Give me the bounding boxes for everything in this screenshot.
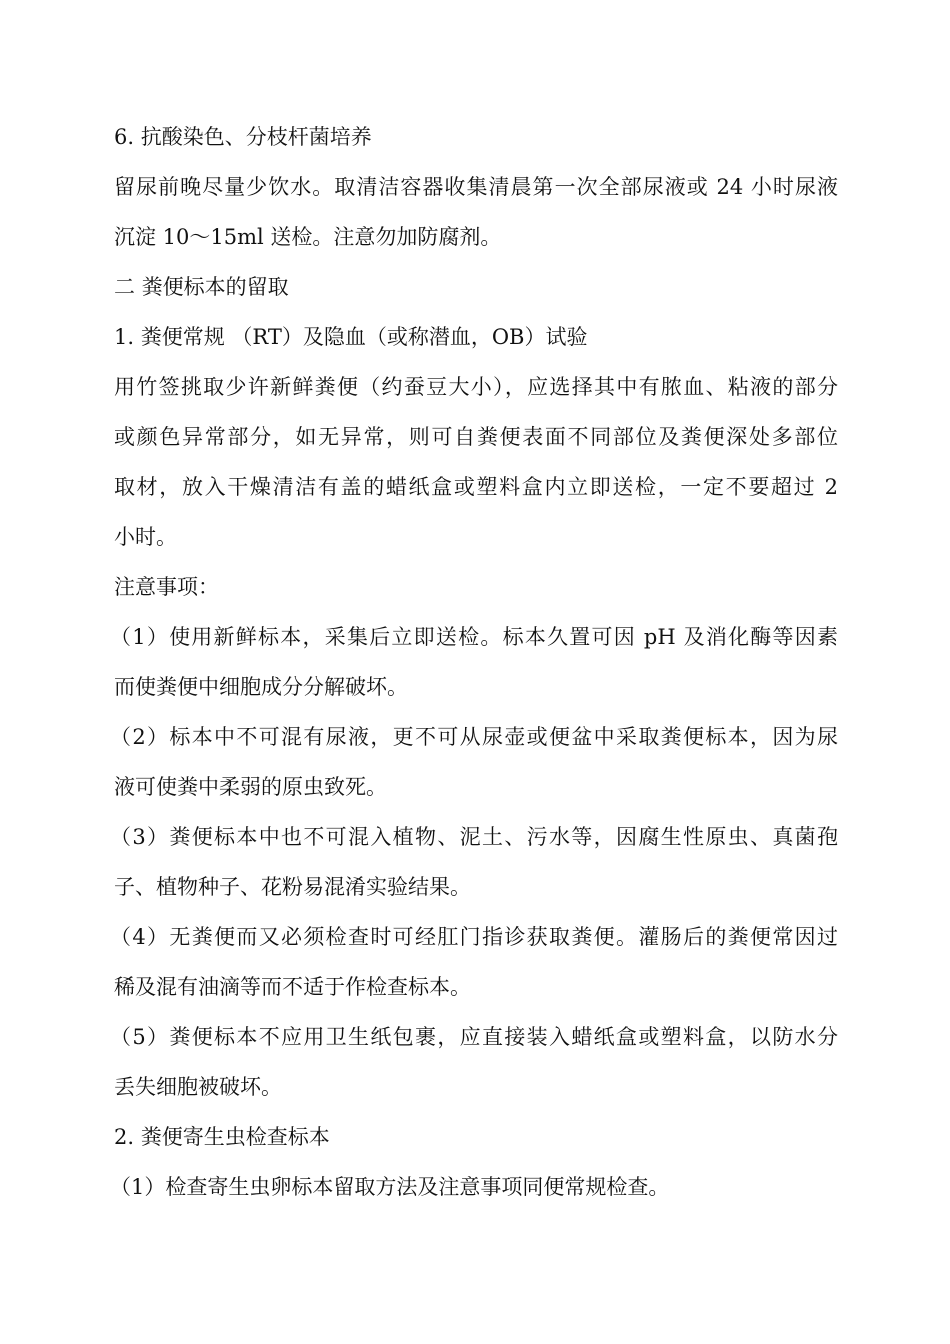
section-heading-stool: 二 粪便标本的留取 [114, 275, 289, 299]
note-item-3-cont: 子、植物种子、花粉易混淆实验结果。 [114, 875, 471, 899]
note-item-1-cont: 而使粪便中细胞成分分解破坏。 [114, 675, 408, 699]
paragraph-line: 留尿前晚尽量少饮水。取清洁容器收集清晨第一次全部尿液或 24 小时尿液 [114, 175, 838, 199]
parasite-item-1: （1）检查寄生虫卵标本留取方法及注意事项同便常规检查。 [110, 1175, 670, 1199]
note-item-2-cont: 液可使粪中柔弱的原虫致死。 [114, 775, 387, 799]
note-item-1: （1）使用新鲜标本，采集后立即送检。标本久置可因 pH 及消化酶等因素 [110, 625, 838, 649]
document-body [110, 112, 838, 1212]
section-heading-acid-fast: 6. 抗酸染色、分枝杆菌培养 [114, 125, 372, 149]
note-item-2: （2）标本中不可混有尿液，更不可从尿壶或便盆中采取粪便标本，因为尿 [110, 725, 838, 749]
note-item-4: （4）无粪便而又必须检查时可经肛门指诊获取粪便。灌肠后的粪便常因过 [110, 925, 838, 949]
paragraph-line: 取材，放入干燥清洁有盖的蜡纸盒或塑料盒内立即送检，一定不要超过 2 [114, 475, 838, 499]
note-item-3: （3）粪便标本中也不可混入植物、泥土、污水等，因腐生性原虫、真菌孢 [110, 825, 838, 849]
paragraph-line: 或颜色异常部分，如无异常，则可自粪便表面不同部位及粪便深处多部位 [114, 425, 838, 449]
note-item-5: （5）粪便标本不应用卫生纸包裹，应直接装入蜡纸盒或塑料盒，以防水分 [110, 1025, 838, 1049]
paragraph-line: 小时。 [114, 525, 177, 549]
paragraph-line: 用竹签挑取少许新鲜粪便（约蚕豆大小），应选择其中有脓血、粘液的部分 [114, 375, 838, 399]
subsection-heading-routine: 1. 粪便常规 （RT）及隐血（或称潜血，OB）试验 [114, 325, 588, 349]
paragraph-line: 沉淀 10～15ml 送检。注意勿加防腐剂。 [114, 225, 502, 249]
note-item-5-cont: 丢失细胞被破坏。 [114, 1075, 282, 1099]
notes-heading: 注意事项： [114, 575, 219, 599]
subsection-heading-parasite: 2. 粪便寄生虫检查标本 [114, 1125, 330, 1149]
note-item-4-cont: 稀及混有油滴等而不适于作检查标本。 [114, 975, 471, 999]
